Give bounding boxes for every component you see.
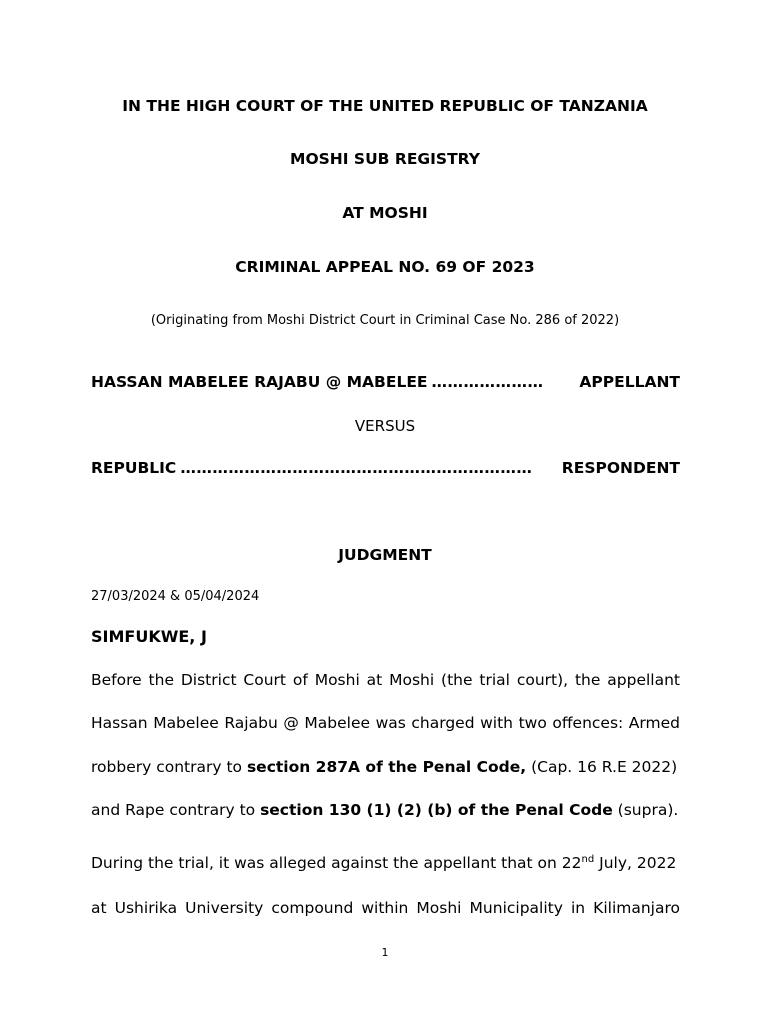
paragraph-1-line-2: Hassan Mabelee Rajabu @ Mabelee was charged with two offences: Armed (91, 714, 680, 732)
appellant-line (91, 373, 680, 391)
page-number: 1 (381, 946, 389, 959)
paragraph-2-line-2: at Ushirika University compound within Moshi Municipality in Kilimanjaro (91, 899, 680, 917)
court-location: AT MOSHI (342, 204, 428, 222)
paragraph-1-line-4 (91, 801, 680, 819)
statute-reference: section 287A of the Penal Code, (246, 758, 527, 776)
ordinal-suffix: nd (581, 853, 595, 865)
respondent-dots: ………………………………………………………… (180, 459, 533, 477)
registry-name: MOSHI SUB REGISTRY (290, 150, 480, 168)
respondent-line (91, 459, 680, 477)
respondent-name: REPUBLIC (91, 459, 177, 477)
appellant-dots: ………………… (431, 373, 544, 391)
case-origin: (Originating from Moshi District Court in Criminal Case No. 286 of 2022) (150, 313, 620, 328)
paragraph-1-line-3-text: robbery contrary to (91, 758, 247, 776)
statute-reference: section 130 (1) (2) (b) of the Penal Code (260, 801, 613, 819)
case-title: CRIMINAL APPEAL NO. 69 OF 2023 (235, 258, 535, 276)
judge-name: SIMFUKWE, J (91, 627, 207, 646)
paragraph-1-line-4-text: and Rape contrary to (91, 801, 261, 819)
paragraph-1-line-4-tail: (supra). (612, 801, 679, 819)
court-name: IN THE HIGH COURT OF THE UNITED REPUBLIC OF TANZANIA (122, 97, 648, 115)
judgment-heading: JUDGMENT (338, 546, 432, 564)
appellant-role: APPELLANT (579, 373, 680, 391)
paragraph-1-line-1: Before the District Court of Moshi at Moshi (the trial court), the appellant (91, 671, 680, 689)
versus-label: VERSUS (354, 417, 416, 435)
paragraph-2-line-1 (91, 854, 680, 872)
judgment-dates: 27/03/2024 & 05/04/2024 (91, 589, 260, 604)
paragraph-1-line-3 (91, 758, 680, 776)
paragraph-1-line-3-tail: (Cap. 16 R.E 2022) (526, 758, 678, 776)
respondent-role: RESPONDENT (561, 459, 680, 477)
appellant-name: HASSAN MABELEE RAJABU @ MABELEE (91, 373, 428, 391)
paragraph-2-line-1-tail: July, 2022 (594, 854, 677, 872)
paragraph-2-line-1-text: During the trial, it was alleged against the appellant that on 22 (91, 854, 582, 872)
